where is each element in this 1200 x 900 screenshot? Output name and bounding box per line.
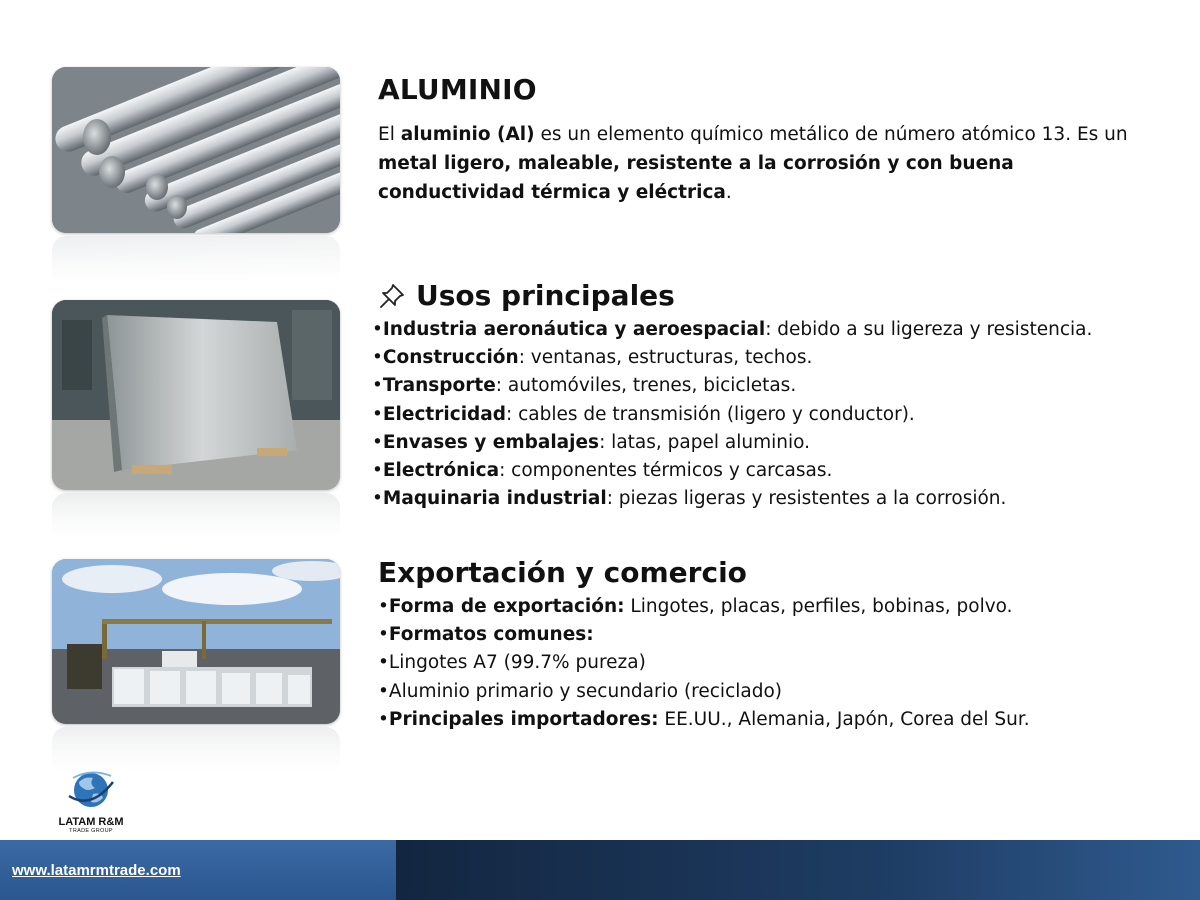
usos-item-term: Electricidad [382, 403, 506, 425]
exportacion-title: Exportación y comercio [378, 556, 747, 589]
logo-subtitle: TRADE GROUP [69, 828, 113, 834]
usos-title-text: Usos principales [416, 279, 675, 312]
usos-item-desc: : cables de transmisión (ligero y conductor). [506, 403, 915, 425]
usos-item-desc: : ventanas, estructuras, techos. [518, 347, 813, 369]
exportacion-item-term: Principales importadores: [388, 708, 659, 730]
aluminum-bars-photo-group [52, 67, 340, 282]
bullet: • [372, 375, 383, 397]
bullet: • [378, 680, 389, 702]
aluminum-sheet-image [52, 300, 340, 490]
exportacion-item-desc: EE.UU., Alemania, Japón, Corea del Sur. [658, 708, 1030, 730]
bullet: • [372, 319, 383, 340]
bullet: • [378, 708, 389, 730]
intro-bold-1: aluminio (Al) [400, 124, 535, 145]
ingot-yard-image [52, 559, 340, 724]
usos-item-desc: : componentes térmicos y carcasas. [499, 460, 833, 482]
usos-item [372, 344, 1172, 372]
usos-item-desc: : automóviles, trenes, bicicletas. [495, 375, 797, 397]
exportacion-section [378, 555, 1158, 734]
ingot-yard-photo-group [52, 559, 340, 773]
usos-item [372, 485, 1172, 513]
usos-item-desc: : debido a su ligereza y resistencia. [765, 319, 1093, 340]
bullet: • [372, 403, 383, 425]
usos-list [372, 316, 1172, 513]
usos-item-term: Industria aeronáutica y aeroespacial [382, 319, 766, 340]
exportacion-item [378, 621, 1158, 649]
aluminio-title: ALUMINIO [378, 73, 537, 106]
aluminum-bars-illustration [52, 67, 340, 233]
exportacion-item-desc: Lingotes, placas, perfiles, bobinas, polvo. [624, 596, 1013, 617]
usos-item [372, 429, 1172, 457]
logo-name: LATAM R&M [58, 816, 124, 828]
exportacion-item [378, 706, 1158, 734]
pushpin-icon [378, 282, 406, 310]
exportacion-item [378, 593, 1158, 621]
usos-item [372, 457, 1172, 485]
usos-item [372, 372, 1172, 400]
usos-item [372, 316, 1172, 344]
usos-section [372, 278, 1172, 513]
exportacion-item-desc: Lingotes A7 (99.7% pureza) [388, 652, 646, 674]
bullet: • [372, 488, 383, 510]
exportacion-item-term: Formatos comunes: [388, 624, 594, 646]
ingot-yard-illustration [52, 559, 340, 724]
aluminum-sheet-illustration [52, 300, 340, 490]
bullet: • [378, 624, 389, 646]
aluminio-intro [378, 120, 1158, 207]
bullet: • [372, 431, 383, 453]
usos-item-term: Construcción [382, 347, 519, 369]
website-link[interactable]: www.latamrmtrade.com [12, 862, 181, 879]
exportacion-item [378, 649, 1158, 677]
intro-bold-2: metal ligero, maleable, resistente a la corrosión y con buena conductividad térmica y eléctrica [378, 153, 1014, 203]
intro-text-2: es un elemento químico metálico de número atómico 13. Es un [534, 124, 1128, 145]
globe-icon [65, 766, 117, 814]
aluminio-section [378, 72, 1158, 207]
usos-item-desc: : piezas ligeras y resistentes a la corrosión. [606, 488, 1007, 510]
aluminum-bars-image [52, 67, 340, 233]
aluminum-sheet-photo-group [52, 300, 340, 539]
footer-right-panel [396, 840, 1200, 900]
usos-item-term: Electrónica [382, 460, 500, 482]
footer-bar [0, 840, 1200, 900]
exportacion-item-term: Forma de exportación: [388, 596, 625, 617]
exportacion-item [378, 678, 1158, 706]
bullet: • [378, 652, 389, 674]
usos-item-term: Transporte [382, 375, 496, 397]
exportacion-list [378, 593, 1158, 734]
usos-title [372, 278, 1172, 314]
usos-item-desc: : latas, papel aluminio. [599, 431, 810, 453]
bullet: • [378, 596, 389, 617]
intro-text-1: El [378, 124, 401, 145]
bullet: • [372, 460, 383, 482]
usos-item-term: Maquinaria industrial [382, 488, 607, 510]
usos-item [372, 401, 1172, 429]
intro-text-3: . [725, 182, 732, 203]
company-logo [55, 766, 127, 835]
aluminum-sheet-reflection [52, 493, 340, 539]
bullet: • [372, 347, 383, 369]
aluminum-bars-reflection [52, 236, 340, 282]
usos-item-term: Envases y embalajes [382, 431, 600, 453]
exportacion-item-desc: Aluminio primario y secundario (reciclado) [388, 680, 782, 702]
